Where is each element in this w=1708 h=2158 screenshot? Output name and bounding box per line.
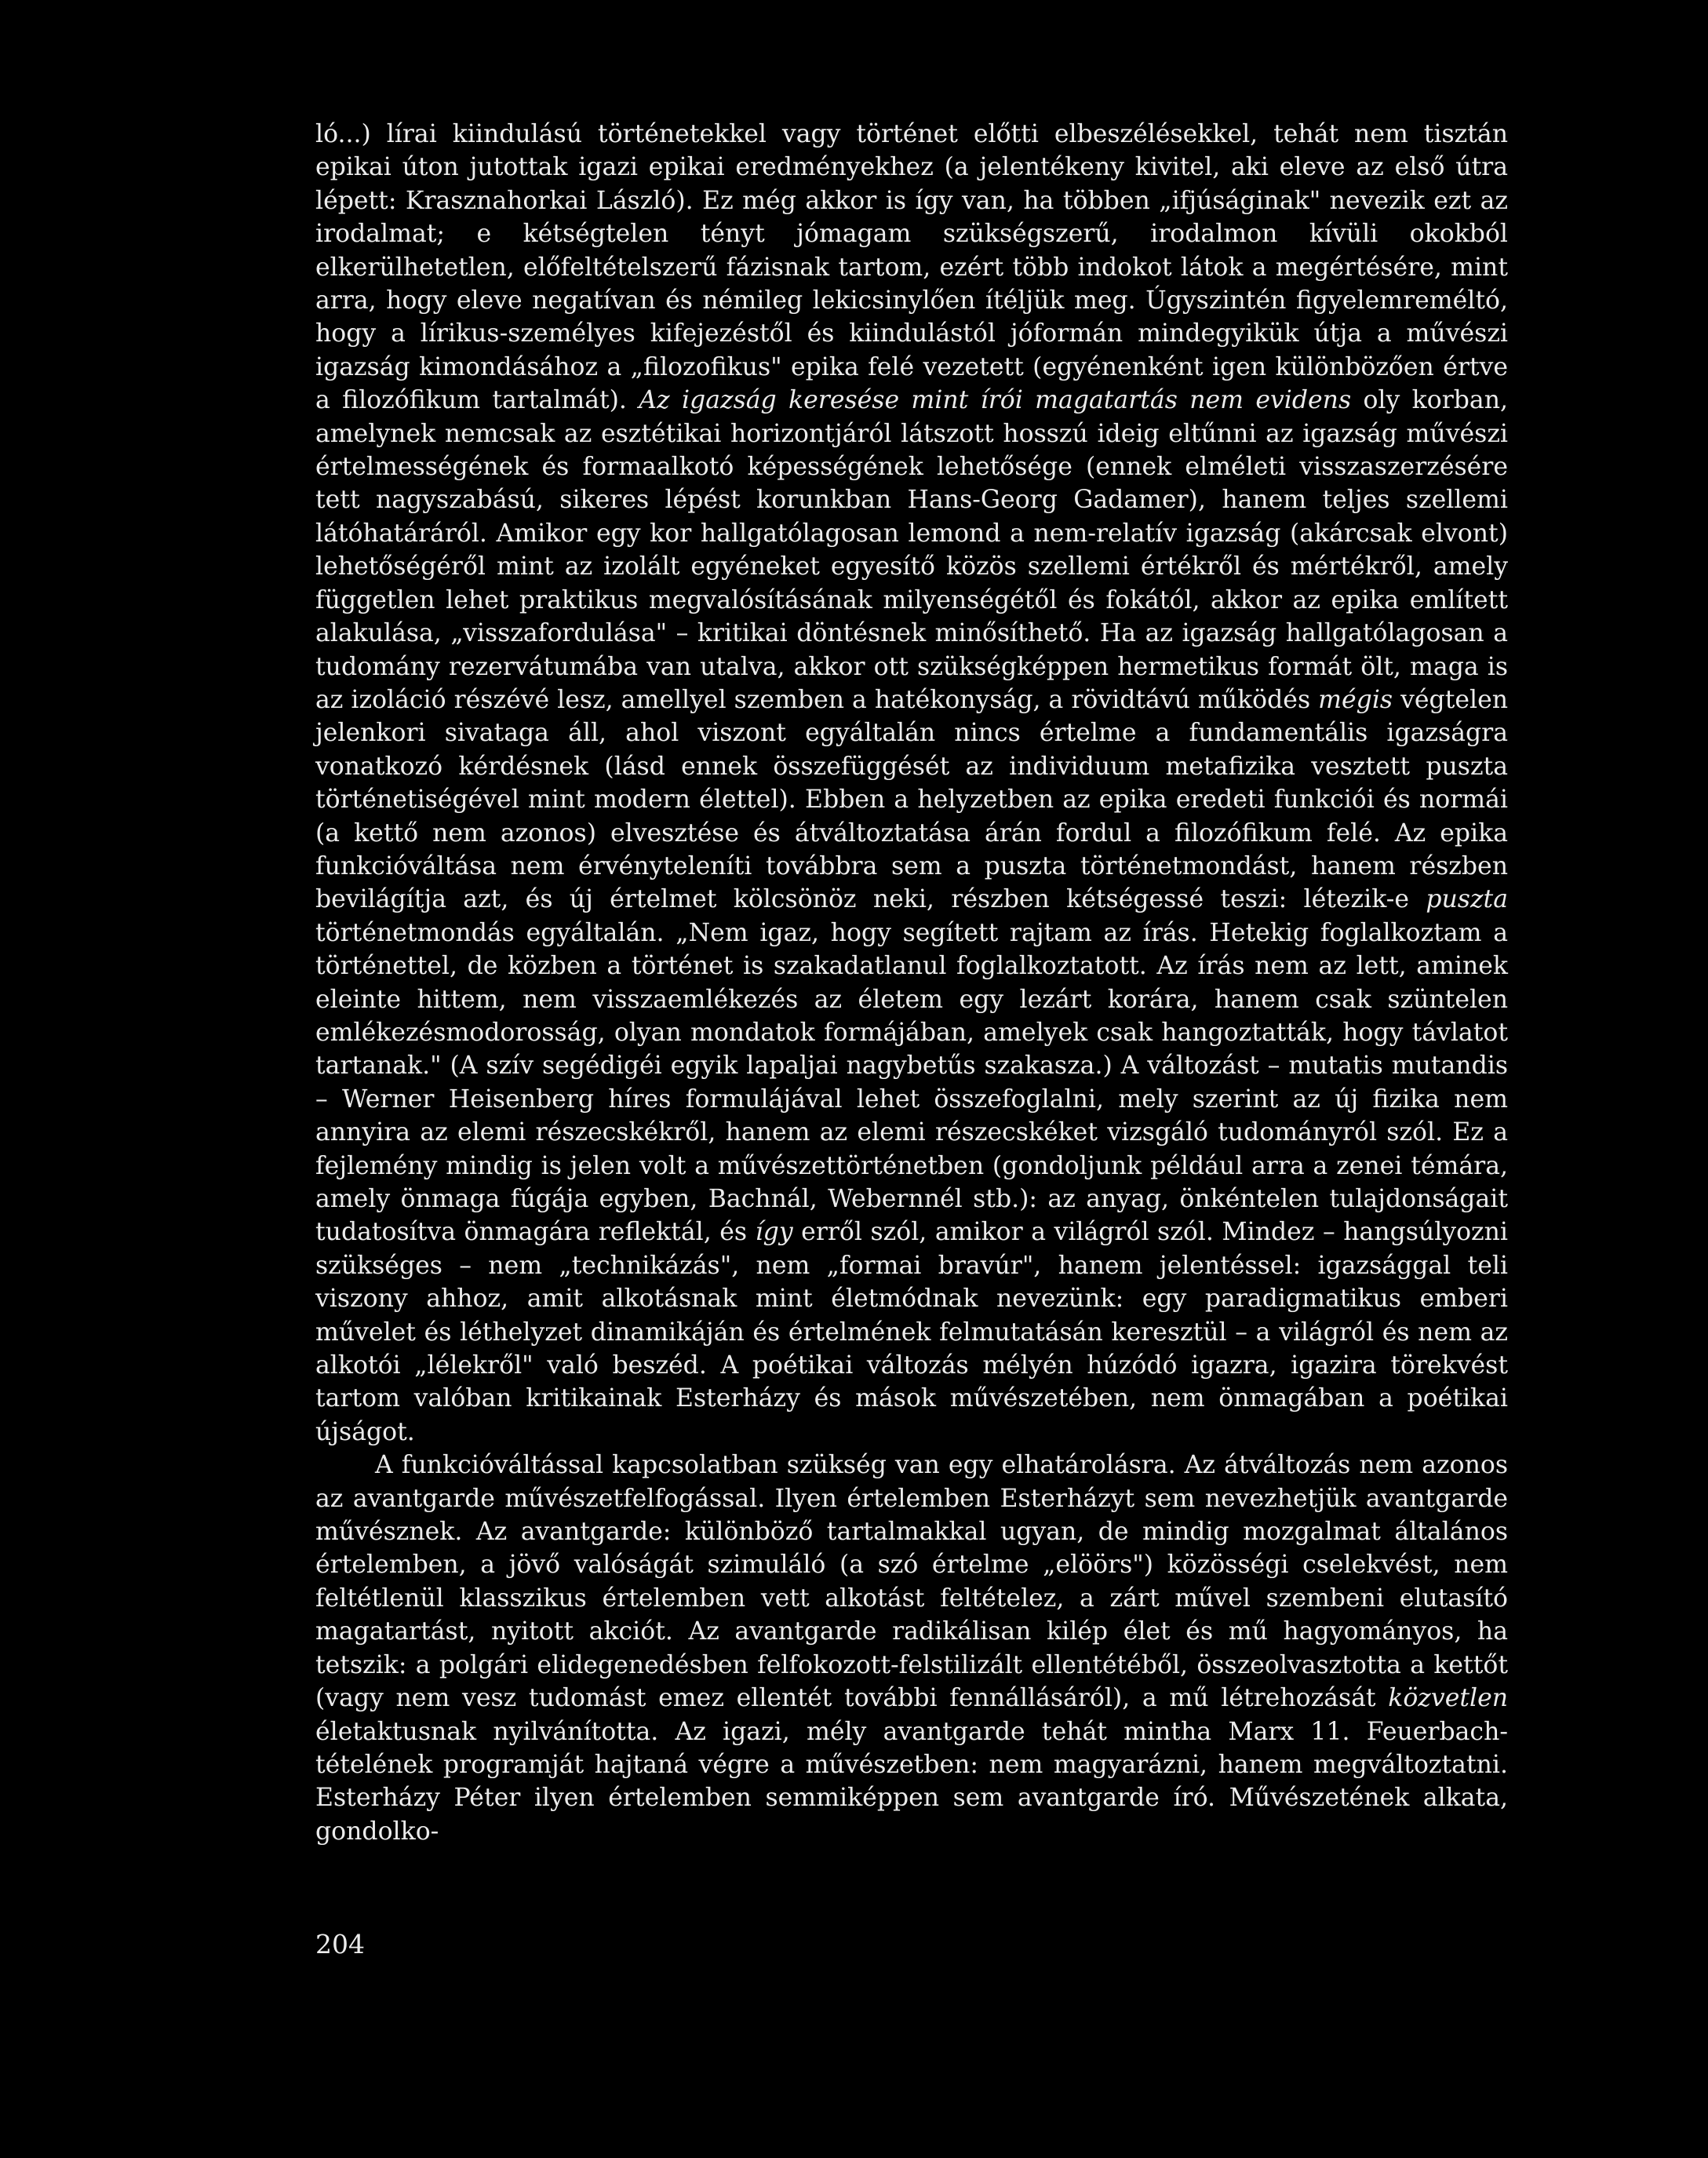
italic-segment: így bbox=[755, 1218, 793, 1247]
text-segment: végtelen jelenkori sivataga áll, ahol viszont egyáltalán nincs értelme a fundamentális igazságra vonatkozó kérdésnek (lásd ennek összefüggését az individuum metafizika vesztett puszta történetiségével mint modern élettel). Ebben a helyzetben az epika eredeti funkciói és normái (a kettő nem azonos) elvesztése és átváltoztatása árán fordul a filozófikum felé. Az epika funkcióváltása nem érvényteleníti továbbra sem a puszta történetmondást, hanem részben bevilágítja azt, és új értelmet kölcsönöz neki, részben kétségessé teszi: létezik-e bbox=[315, 685, 1508, 914]
paragraph-1 bbox=[315, 118, 1508, 1449]
italic-segment: Az igazság keresése mint írói magatartás nem evidens bbox=[639, 386, 1352, 415]
text-segment: ló...) lírai kiindulású történetekkel vagy történet előtti elbeszélésekkel, tehát nem tisztán epikai úton jutottak igazi epikai eredményekhez (a jelentékeny kivitel, aki eleve az első útra lépett: Krasznahorkai László). Ez még akkor is így van, ha többen „ifjúságinak" nevezik ezt az irodalmat; e kétségtelen tényt jómagam szükségszerű, irodalmon kívüli okokból elkerülhetetlen, előfeltételszerű fázisnak tartom, ezért több indokot látok a megértésére, mint arra, hogy eleve negatívan és némileg lekicsinylően ítéljük meg. Úgyszintén figyelemreméltó, hogy a lírikus-személyes kifejezéstől és kiindulástól jóformán mindegyikük útja a művészi igazság kimondásához a „filozofikus" epika felé vezetett (egyénenként igen különbözően értve a filozófikum tartalmát). bbox=[315, 120, 1508, 415]
text-segment: életaktusnak nyilvánította. Az igazi, mély avantgarde tehát mintha Marx 11. Feuerbach-tételének programját hajtaná végre a művészetben: nem magyarázni, hanem megváltoztatni. Esterházy Péter ilyen értelemben semmiképpen sem avantgarde író. Művészetének alkata, gondolko- bbox=[315, 1717, 1508, 1846]
paragraph-2 bbox=[315, 1449, 1508, 1848]
italic-segment: mégis bbox=[1318, 685, 1393, 714]
body-text bbox=[315, 118, 1508, 1848]
text-segment: erről szól, amikor a világról szól. Mindez – hangsúlyozni szükséges – nem „technikázás", nem „formai bravúr", hanem jelentéssel: igazsággal teli viszony ahhoz, amit alkotásnak mint életmódnak nevezünk: egy paradigmatikus emberi művelet és léthelyzet dinamikáján és értelmének felmutatásán keresztül – a világról és nem az alkotói „lélekről" való beszéd. A poétikai változás mélyén húzódó igazra, igazira törekvést tartom valóban kritikainak Esterházy és mások művészetében, nem önmagában a poétikai újságot. bbox=[315, 1218, 1509, 1446]
text-segment: A funkcióváltással kapcsolatban szükség van egy elhatárolásra. Az átváltozás nem azonos az avantgarde művészetfelfogással. Ilyen értelemben Esterházyt sem nevezhetjük avantgarde művésznek. Az avantgarde: különböző tartalmakkal ugyan, de mindig mozgalmat általános értelemben, a jövő valóságát szimuláló (a szó értelme „elöörs") közösségi cselekvést, nem feltétlenül klasszikus értelemben vett alkotást feltételez, a zárt művel szembeni elutasító magatartást, nyitott akciót. Az avantgarde radikálisan kilép élet és mű hagyományos, ha tetszik: a polgári elidegenedésben felfokozott-felstilizált ellentétéből, összeolvasztotta a kettőt (vagy nem vesz tudomást emez ellentét további fennállásáról), a mű létrehozását bbox=[315, 1451, 1508, 1713]
italic-segment: puszta bbox=[1426, 885, 1508, 914]
page-number: 204 bbox=[315, 1929, 365, 1959]
text-segment: történetmondás egyáltalán. „Nem igaz, hogy segített rajtam az írás. Hetekig foglalkoztam a történettel, de közben a történet is szakadatlanul foglalkoztatott. Az írás nem az lett, aminek eleinte hittem, nem visszaemlékezés az életem egy lezárt korára, hanem csak szüntelen emlékezésmodorosság, olyan mondatok formájában, amelyek csak hangoztatták, hogy távlatot tartanak." (A szív segédigéi egyik lapaljai nagybetűs szakasza.) A változást – mutatis mutandis – Werner Heisenberg híres formulájával lehet összefoglalni, mely szerint az új fizika nem annyira az elemi részecskékről, hanem az elemi részecskéket vizsgáló tudományról szól. Ez a fejlemény mindig is jelen volt a művészettörténetben (gondoljunk például arra a zenei témára, amely önmaga fúgája egyben, Bachnál, Webernnél stb.): az anyag, önkéntelen tulajdonságait tudatosítva önmagára reflektál, és bbox=[315, 918, 1508, 1247]
text-segment: oly korban, amelynek nemcsak az esztétikai horizontjáról látszott hosszú ideig eltűnni az igazság művészi értelmességének és formaalkotó képességének lehetősége (ennek elméleti visszaszerzésére tett nagyszabású, sikeres lépést korunkban Hans-Georg Gadamer), hanem teljes szellemi látóhatáráról. Amikor egy kor hallgatólagosan lemond a nem-relatív igazság (akárcsak elvont) lehetőségéről mint az izolált egyéneket egyesítő közös szellemi értékről és mértékről, amely független lehet praktikus megvalósításának milyenségétől és fokától, akkor az epika említett alakulása, „visszafordulása" – kritikai döntésnek minősíthető. Ha az igazság hallgatólagosan a tudomány rezervátumába van utalva, akkor ott szükségképpen hermetikus formát ölt, maga is az izoláció részévé lesz, amellyel szemben a hatékonyság, a rövidtávú működés bbox=[315, 386, 1508, 714]
italic-segment: közvetlen bbox=[1388, 1684, 1508, 1713]
